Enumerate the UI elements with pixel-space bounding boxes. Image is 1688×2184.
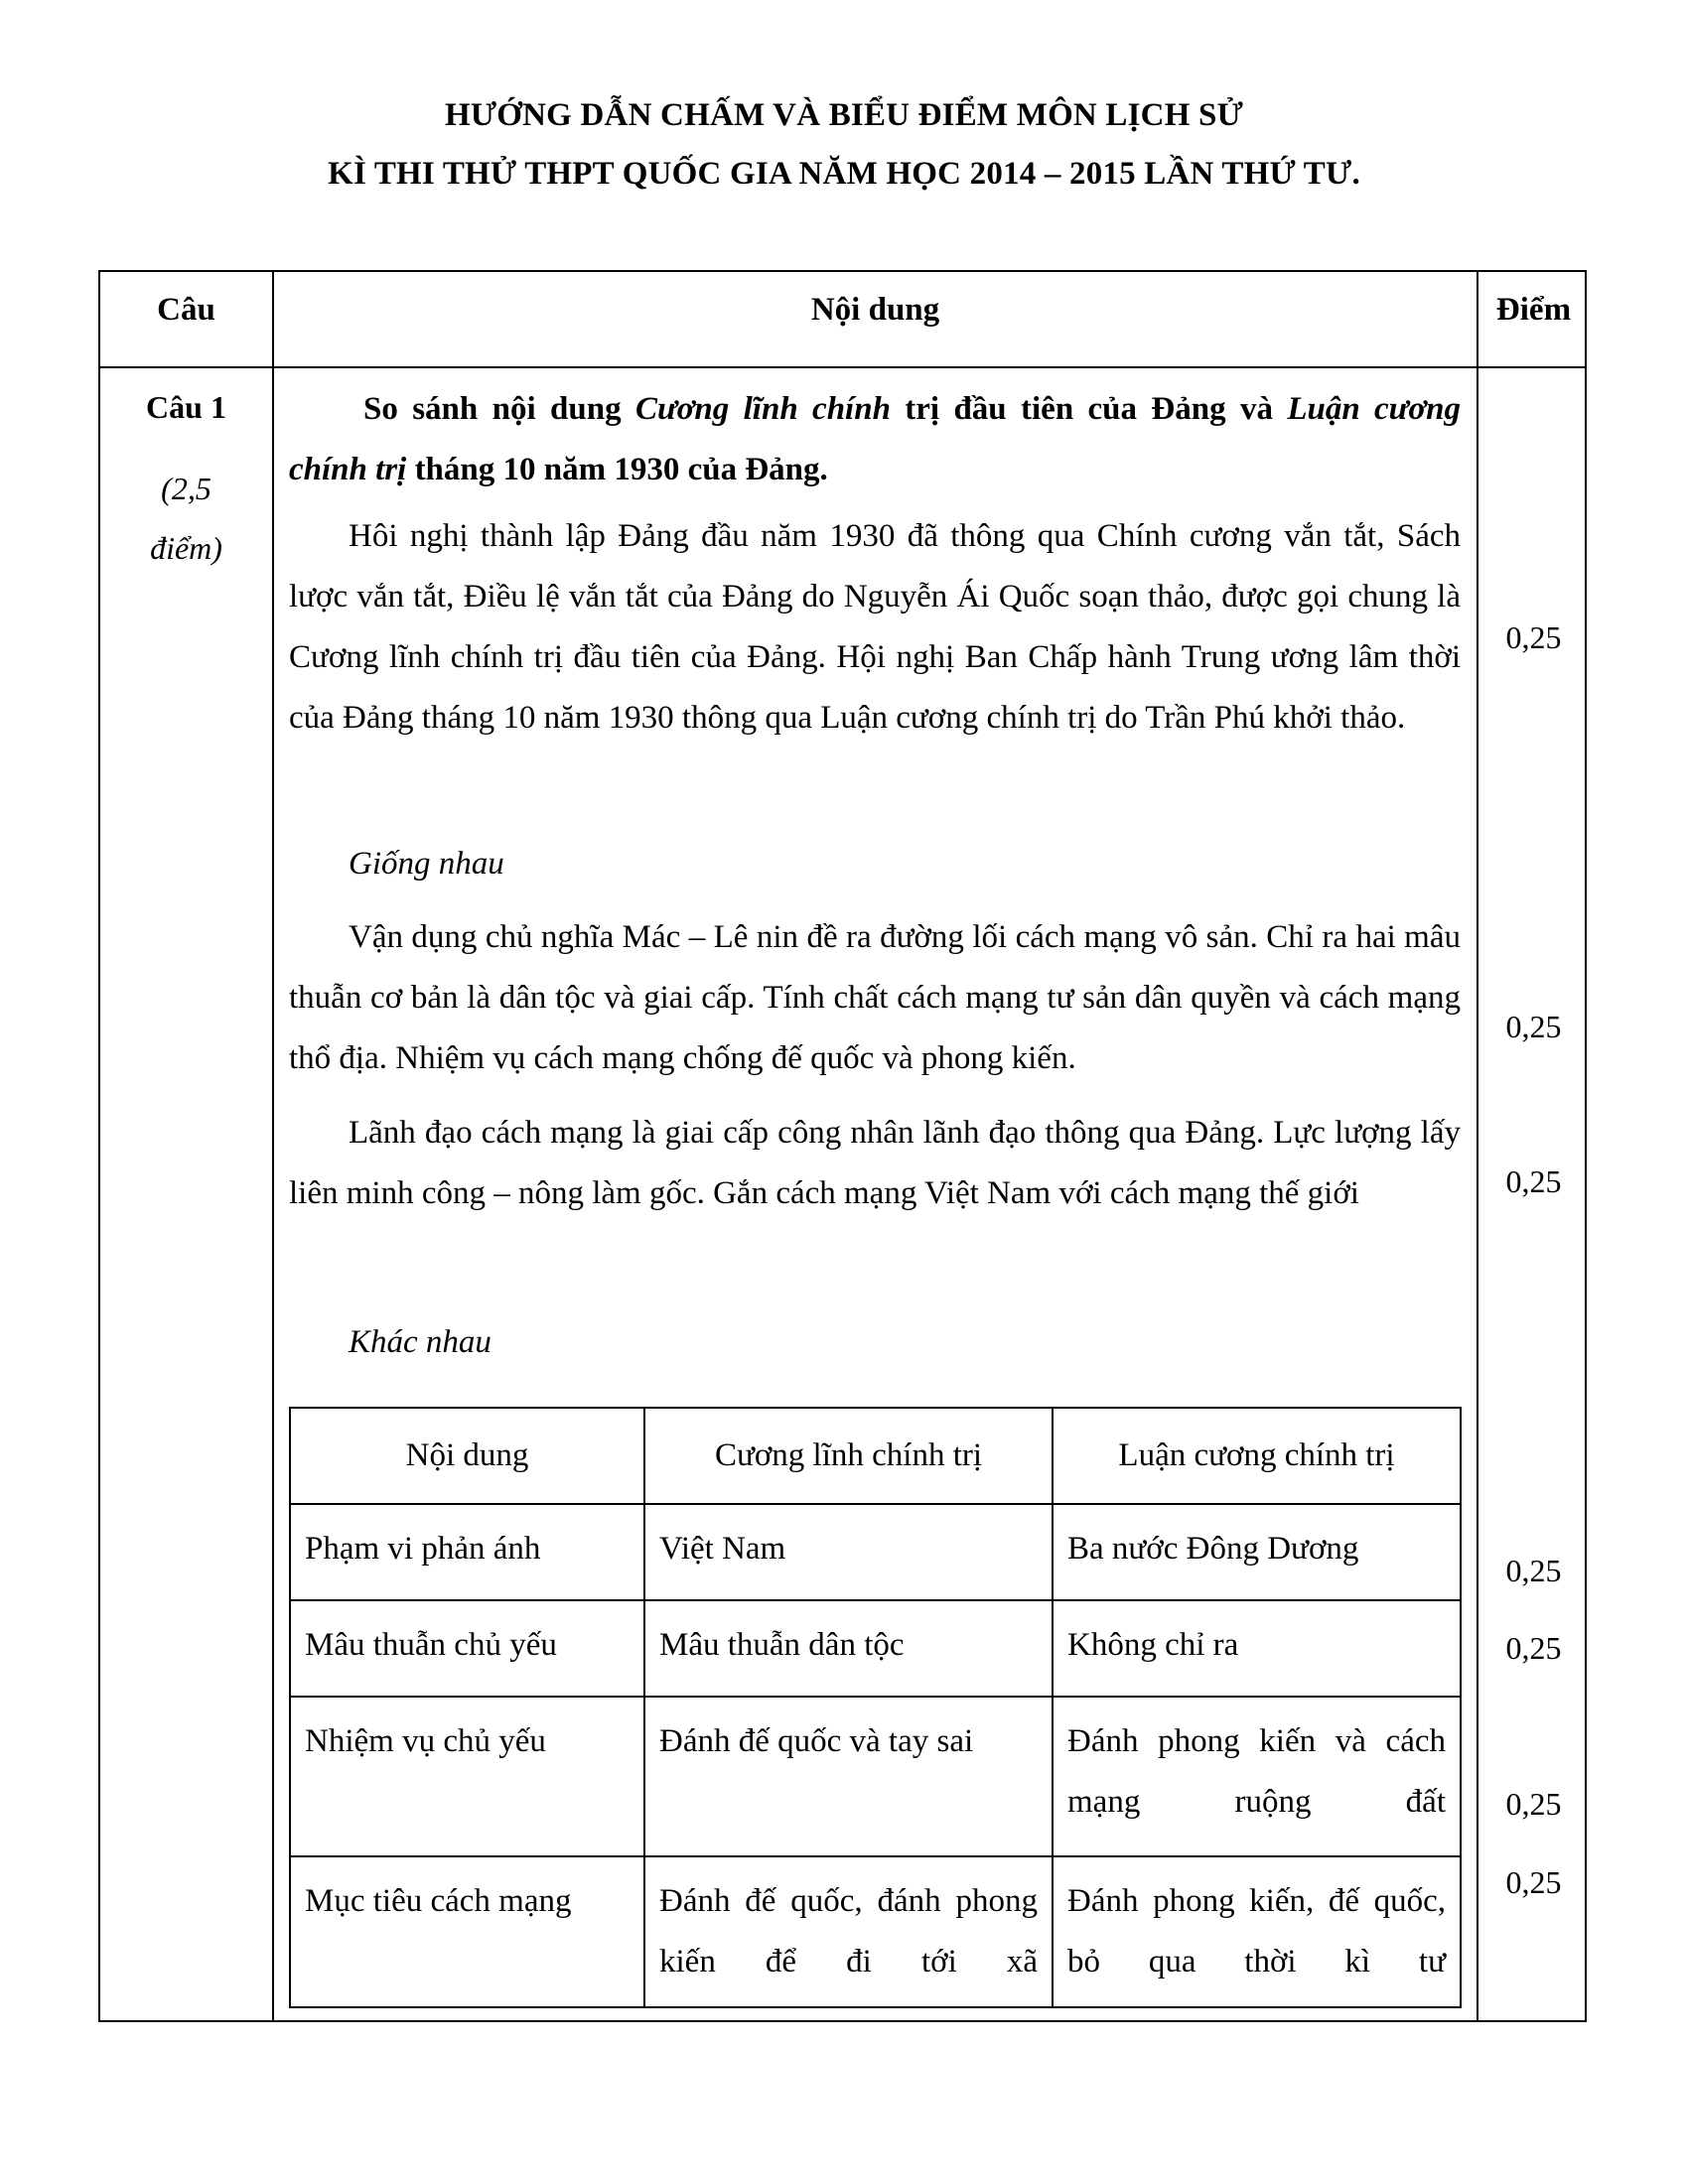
similar-heading: Giống nhau [349, 846, 504, 882]
table-cell: Nhiệm vụ chủ yếu [290, 1697, 644, 1856]
table-row [290, 1600, 1461, 1697]
table-cell: Mâu thuẫn dân tộc [644, 1600, 1053, 1697]
table-cell: Không chỉ ra [1053, 1600, 1461, 1697]
header-noi-dung: Nội dung [810, 292, 940, 328]
comparison-header-row [290, 1408, 1461, 1504]
similar-paragraphs [289, 907, 1461, 1224]
question-points-line1: (2,5 [161, 471, 211, 506]
document-subtitle: KÌ THI THỬ THPT QUỐC GIA NĂM HỌC 2014 – 2015 LẦN THỨ TƯ. [328, 156, 1360, 192]
score-value: 0,25 [1505, 1786, 1562, 1822]
table-row [290, 1504, 1461, 1600]
table-cell: Đánh đế quốc và tay sai [644, 1697, 1053, 1856]
similar-paragraph-2: Lãnh đạo cách mạng là giai cấp công nhân lãnh đạo thông qua Đảng. Lực lượng lấy liên minh công – nông làm gốc. Gắn cách mạng Việt Nam với cách mạng thế giới [289, 1115, 1461, 1211]
header-diem: Điểm [1495, 292, 1572, 328]
table-cell: Mục tiêu cách mạng [290, 1856, 644, 2007]
score-value: 0,25 [1505, 1163, 1562, 1199]
score-value: 0,25 [1505, 1630, 1562, 1666]
header-cau: Câu [157, 292, 215, 328]
comparison-header: Cương lĩnh chính trị [644, 1408, 1053, 1504]
similar-paragraph-1: Vận dụng chủ nghĩa Mác – Lê nin đề ra đường lối cách mạng vô sản. Chỉ ra hai mâu thuẫn cơ bản là dân tộc và giai cấp. Tính chất cách mạng tư sản dân quyền và cách mạng thổ địa. Nhiệm vụ cách mạng chống đế quốc và phong kiến. [289, 919, 1461, 1076]
document-title: HƯỚNG DẪN CHẤM VÀ BIỂU ĐIỂM MÔN LỊCH SỬ [444, 97, 1244, 133]
table-cell: Đánh đế quốc, đánh phong kiến để đi tới xã [644, 1856, 1053, 2007]
score-value: 0,25 [1505, 1009, 1562, 1044]
table-cell: Mâu thuẫn chủ yếu [290, 1600, 644, 1697]
question-label: Câu 1 [146, 389, 226, 425]
comparison-header: Luận cương chính trị [1053, 1408, 1461, 1504]
table-cell: Việt Nam [644, 1504, 1053, 1600]
question-points [100, 459, 272, 578]
header-divider [100, 366, 1585, 368]
table-row [290, 1856, 1461, 2007]
grading-table [98, 270, 1587, 2022]
table-row [290, 1697, 1461, 1856]
question-heading: So sánh nội dung Cương lĩnh chính trị đầu tiên của Đảng và Luận cương chính trị tháng 10 năm 1930 của Đảng. [289, 391, 1462, 487]
score-value: 0,25 [1505, 619, 1562, 655]
score-value: 0,25 [1505, 1553, 1562, 1588]
comparison-header: Nội dung [290, 1408, 644, 1504]
table-cell: Ba nước Đông Dương [1053, 1504, 1461, 1600]
column-divider [272, 272, 274, 2020]
table-cell: Phạm vi phản ánh [290, 1504, 644, 1600]
table-cell: Đánh phong kiến, đế quốc, bỏ qua thời kì tư [1053, 1856, 1461, 2007]
column-divider [1477, 272, 1478, 2020]
table-cell: Đánh phong kiến và cách mạng ruộng đất [1053, 1697, 1461, 1856]
difference-heading: Khác nhau [349, 1324, 492, 1360]
question-points-line2: điểm) [150, 530, 222, 566]
intro-paragraph: Hôi nghị thành lập Đảng đầu năm 1930 đã thông qua Chính cương vắn tắt, Sách lược vắn tắt, Điều lệ vắn tắt của Đảng do Nguyễn Ái Quốc soạn thảo, được gọi chung là Cương lĩnh chính trị đầu tiên của Đảng. Hội nghị Ban Chấp hành Trung ương lâm thời của Đảng tháng 10 năm 1930 thông qua Luận cương chính trị do Trần Phú khởi thảo. [289, 518, 1461, 736]
comparison-table [289, 1407, 1462, 2008]
score-value: 0,25 [1505, 1864, 1562, 1900]
